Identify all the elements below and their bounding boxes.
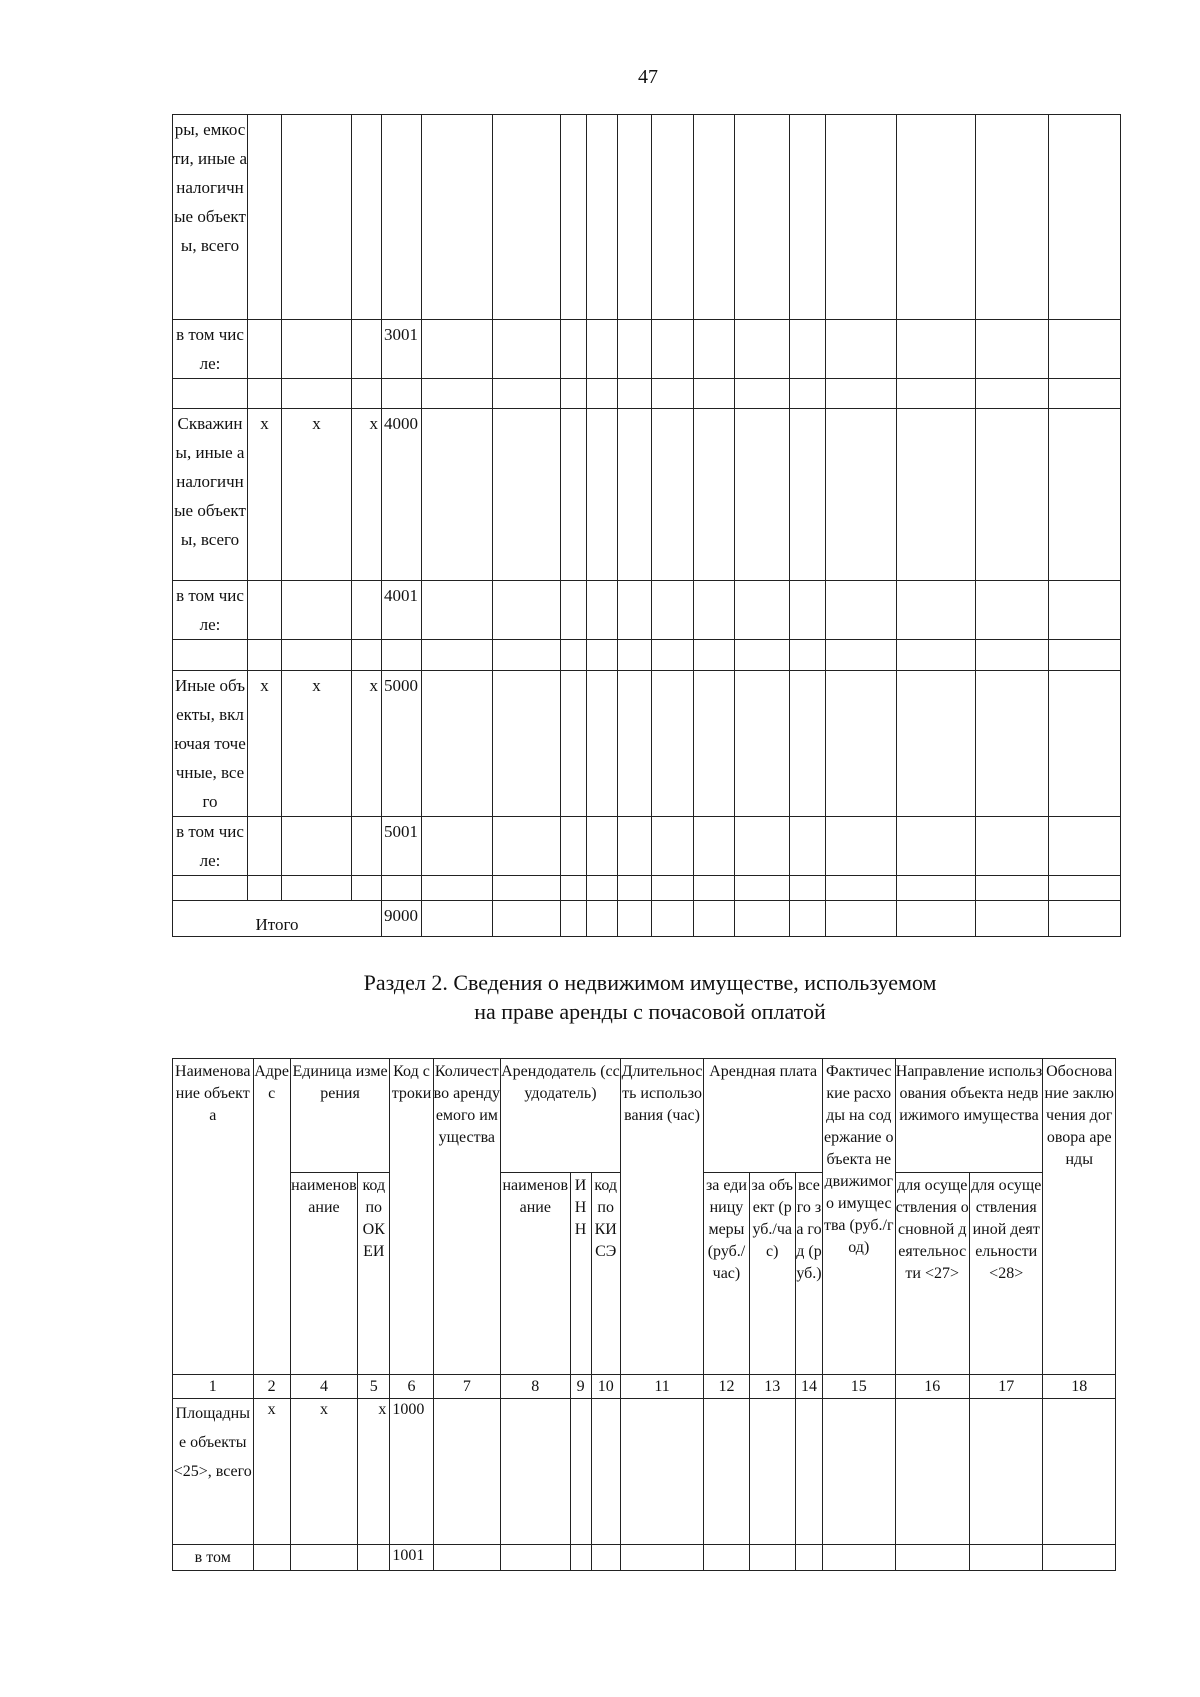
column-number: 12 — [704, 1375, 749, 1399]
row-label: в том числе: — [173, 581, 248, 640]
table-row — [173, 876, 1121, 901]
row-label: Иные объекты, включая точечные, всего — [173, 671, 248, 817]
table-row — [173, 640, 1121, 671]
row-label: в том — [173, 1545, 254, 1571]
column-number: 8 — [501, 1375, 570, 1399]
header-quantity: Количество арендуемого имущества — [433, 1059, 500, 1375]
row-label: Скважины, иные аналогичные объекты, всего — [173, 409, 248, 581]
column-number: 10 — [591, 1375, 620, 1399]
row-label: ры, емкости, иные аналогичные объекты, всего — [173, 115, 248, 320]
column-number: 18 — [1043, 1375, 1116, 1399]
header-lessor-kiso: код по КИСЭ — [591, 1173, 620, 1375]
column-number: 4 — [290, 1375, 357, 1399]
row-label: Площадные объекты <25>, всего — [173, 1399, 254, 1545]
x-mark: х — [290, 1399, 357, 1545]
x-mark: х — [248, 671, 282, 817]
row-code: 5001 — [382, 817, 422, 876]
header-rent: Арендная плата — [704, 1059, 823, 1173]
x-mark: х — [352, 671, 382, 817]
column-number: 16 — [895, 1375, 969, 1399]
header-rent-total: всего за год (руб.) — [795, 1173, 822, 1375]
header-dir-main: для осуществления основной деятельности <27> — [895, 1173, 969, 1375]
row-code: 5000 — [382, 671, 422, 817]
header-rent-per-object: за объект (руб./час) — [749, 1173, 795, 1375]
row-label: в том числе: — [173, 320, 248, 379]
section-subtitle: на праве аренды с почасовой оплатой — [474, 999, 826, 1024]
header-lessor-name: наименование — [501, 1173, 570, 1375]
header-row-code: Код строки — [390, 1059, 433, 1375]
column-number: 7 — [433, 1375, 500, 1399]
x-mark: х — [282, 409, 352, 581]
row-code: 9000 — [382, 901, 422, 937]
table-row-total — [173, 901, 1121, 937]
table-row — [173, 581, 1121, 640]
x-mark: х — [248, 409, 282, 581]
column-numbers-row — [173, 1375, 1116, 1399]
header-unit: Единица измерения — [290, 1059, 390, 1173]
header-direction: Направление использования объекта недвижимого имущества — [895, 1059, 1043, 1173]
x-mark: х — [253, 1399, 290, 1545]
row-code: 3001 — [382, 320, 422, 379]
column-number: 9 — [570, 1375, 591, 1399]
table-row — [173, 115, 1121, 320]
page-number: 47 — [638, 66, 658, 88]
x-mark: х — [352, 409, 382, 581]
column-number: 6 — [390, 1375, 433, 1399]
table-row — [173, 817, 1121, 876]
header-unit-okei: код по ОКЕИ — [358, 1173, 390, 1375]
column-number: 13 — [749, 1375, 795, 1399]
header-actual-costs: Фактические расходы на содержание объекта недвижимого имущества (руб./год) — [823, 1059, 895, 1375]
row-code: 1000 — [390, 1399, 433, 1545]
rental-property-table — [172, 1058, 1116, 1571]
table-row — [173, 671, 1121, 817]
header-dir-other: для осуществления иной деятельности <28> — [969, 1173, 1042, 1375]
column-number: 15 — [823, 1375, 895, 1399]
property-table-continued — [172, 114, 1121, 937]
table-row — [173, 409, 1121, 581]
row-code: 4001 — [382, 581, 422, 640]
section-title: Раздел 2. Сведения о недвижимом имуществе, используемом — [363, 970, 937, 995]
column-number: 14 — [795, 1375, 822, 1399]
column-number: 1 — [173, 1375, 254, 1399]
table-row — [173, 320, 1121, 379]
row-label: в том числе: — [173, 817, 248, 876]
header-lessor-inn: ИНН — [570, 1173, 591, 1375]
header-justification: Обоснование заключения договора аренды — [1043, 1059, 1116, 1375]
column-number: 11 — [620, 1375, 704, 1399]
x-mark: х — [358, 1399, 390, 1545]
row-code — [382, 115, 422, 320]
row-code: 1001 — [390, 1545, 433, 1571]
header-address: Адрес — [253, 1059, 290, 1375]
column-number: 2 — [253, 1375, 290, 1399]
header-unit-name: наименование — [290, 1173, 357, 1375]
table-row — [173, 1545, 1116, 1571]
header-lessor: Арендодатель (ссудодатель) — [501, 1059, 621, 1173]
header-rent-per-unit: за единицу меры (руб./час) — [704, 1173, 749, 1375]
table-row — [173, 379, 1121, 409]
header-name: Наименование объекта — [173, 1059, 254, 1375]
total-label: Итого — [173, 901, 382, 937]
column-number: 5 — [358, 1375, 390, 1399]
row-code: 4000 — [382, 409, 422, 581]
table-row — [173, 1399, 1116, 1545]
x-mark: х — [282, 671, 352, 817]
column-number: 17 — [969, 1375, 1042, 1399]
header-duration: Длительность использования (час) — [620, 1059, 704, 1375]
